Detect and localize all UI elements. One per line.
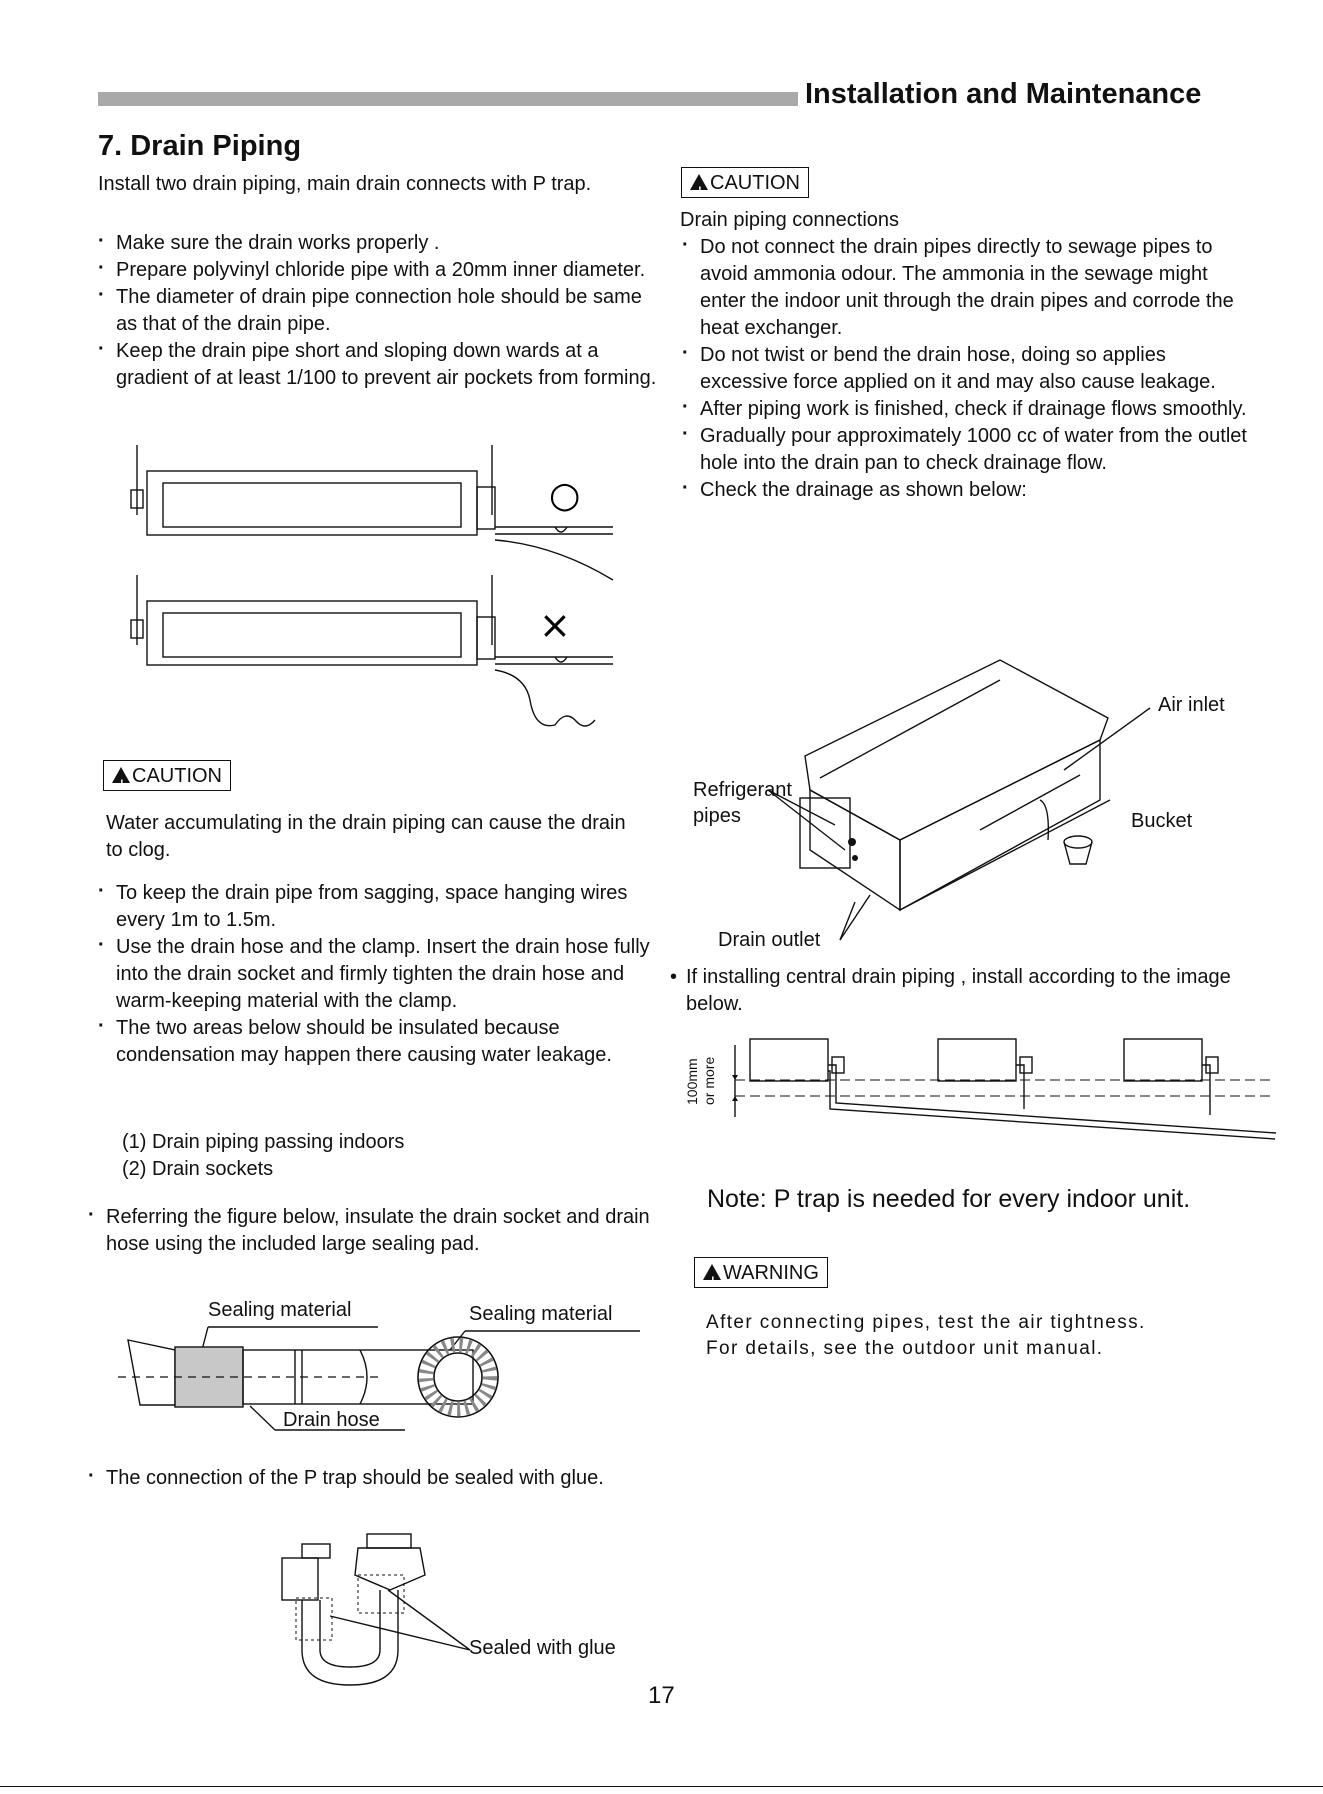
dim-label-1: 100mm xyxy=(684,1058,700,1105)
insulate-list xyxy=(88,1204,663,1258)
section-title: 7. Drain Piping xyxy=(98,130,302,162)
ptrap-figure xyxy=(270,1520,490,1695)
list-item: · Keep the drain pipe short and sloping down wards at a gradient of at least 1/100 to prevent air pockets from forming. xyxy=(98,338,658,392)
bucket-label: Bucket xyxy=(1131,810,1193,832)
list-item: · Referring the figure below, insulate the drain socket and drain hose using the included large sealing pad. xyxy=(88,1204,663,1258)
warning-triangle-icon: ! xyxy=(690,174,708,190)
list-item: · The diameter of drain pipe connection hole should be same as that of the drain pipe. xyxy=(98,284,658,338)
header-bar xyxy=(98,92,798,106)
warning-triangle-icon: ! xyxy=(703,1264,721,1280)
list-item: · The two areas below should be insulated because condensation may happen there causing water leakage. xyxy=(98,1015,668,1069)
central-drain-figure xyxy=(680,1035,1275,1125)
warning-text-1: After connecting pipes, test the air tightness. xyxy=(706,1312,1146,1333)
unit-ok xyxy=(131,445,613,580)
drain-hose-label: Drain hose xyxy=(283,1409,380,1431)
list-item: · The connection of the P trap should be sealed with glue. xyxy=(88,1465,648,1492)
install-list xyxy=(98,880,668,1069)
connections-list xyxy=(682,234,1247,504)
drain-outlet-label: Drain outlet xyxy=(718,929,821,951)
note-text: Note: P trap is needed for every indoor unit. xyxy=(707,1185,1191,1213)
unit-ng xyxy=(131,575,613,726)
requirements-list xyxy=(98,230,658,392)
intro-text: Install two drain piping, main drain connects with P trap. xyxy=(98,173,592,195)
numbered-item: (1) Drain piping passing indoors xyxy=(122,1131,405,1153)
numbered-item: (2) Drain sockets xyxy=(122,1158,274,1180)
caution-text-left: Water accumulating in the drain piping can cause the drain to clog. xyxy=(106,812,626,861)
header-title: Installation and Maintenance xyxy=(805,78,1202,110)
refrigerant-pipes-label: Refrigerant pipes xyxy=(693,779,792,827)
ok-mark: ○ xyxy=(549,475,581,516)
sealing-label-right: Sealing material xyxy=(469,1303,613,1325)
sealing-label-left: Sealing material xyxy=(208,1299,352,1321)
bottom-rule xyxy=(0,1786,1323,1787)
list-item: · Do not connect the drain pipes directly to sewage pipes to avoid ammonia odour. The ammonia in the sewage might enter the indoor unit through the drain pipes and corrode the heat exchanger. xyxy=(682,234,1247,342)
sealing-figure xyxy=(110,1310,640,1440)
warning-triangle-icon: ! xyxy=(112,767,130,783)
list-item: · Check the drainage as shown below: xyxy=(682,477,1247,504)
page-number: 17 xyxy=(648,1682,675,1709)
list-item: · Make sure the drain works properly . xyxy=(98,230,658,257)
list-item: · Prepare polyvinyl chloride pipe with a 20mm inner diameter. xyxy=(98,257,658,284)
list-item: · After piping work is finished, check if drainage flows smoothly. xyxy=(682,396,1247,423)
central-piping-text: • If installing central drain piping , install according to the image below. xyxy=(670,966,1231,1015)
list-item: · Do not twist or bend the drain hose, doing so applies excessive force applied on it and may also cause leakage. xyxy=(682,342,1247,396)
list-item: · To keep the drain pipe from sagging, space hanging wires every 1m to 1.5m. xyxy=(98,880,668,934)
connections-title: Drain piping connections xyxy=(680,209,900,231)
ng-mark: × xyxy=(539,603,571,647)
list-item: · Gradually pour approximately 1000 cc of water from the outlet hole into the drain pan to check drainage flow. xyxy=(682,423,1247,477)
air-inlet-label: Air inlet xyxy=(1158,694,1225,716)
drain-slope-figure xyxy=(125,445,625,735)
dim-label-2: or more xyxy=(701,1056,717,1105)
ptrap-list xyxy=(88,1465,648,1492)
caution-badge-left: ! CAUTION xyxy=(103,760,231,791)
caution-badge-right: ! CAUTION xyxy=(681,167,809,198)
warning-text-2: For details, see the outdoor unit manual. xyxy=(706,1338,1104,1359)
bullet-dot: • xyxy=(670,966,678,988)
sealed-glue-label: Sealed with glue xyxy=(469,1637,616,1659)
list-item: · Use the drain hose and the clamp. Insert the drain hose fully into the drain socket and firmly tighten the drain hose and warm-keeping material with the clamp. xyxy=(98,934,668,1015)
warning-badge: ! WARNING xyxy=(694,1257,828,1288)
